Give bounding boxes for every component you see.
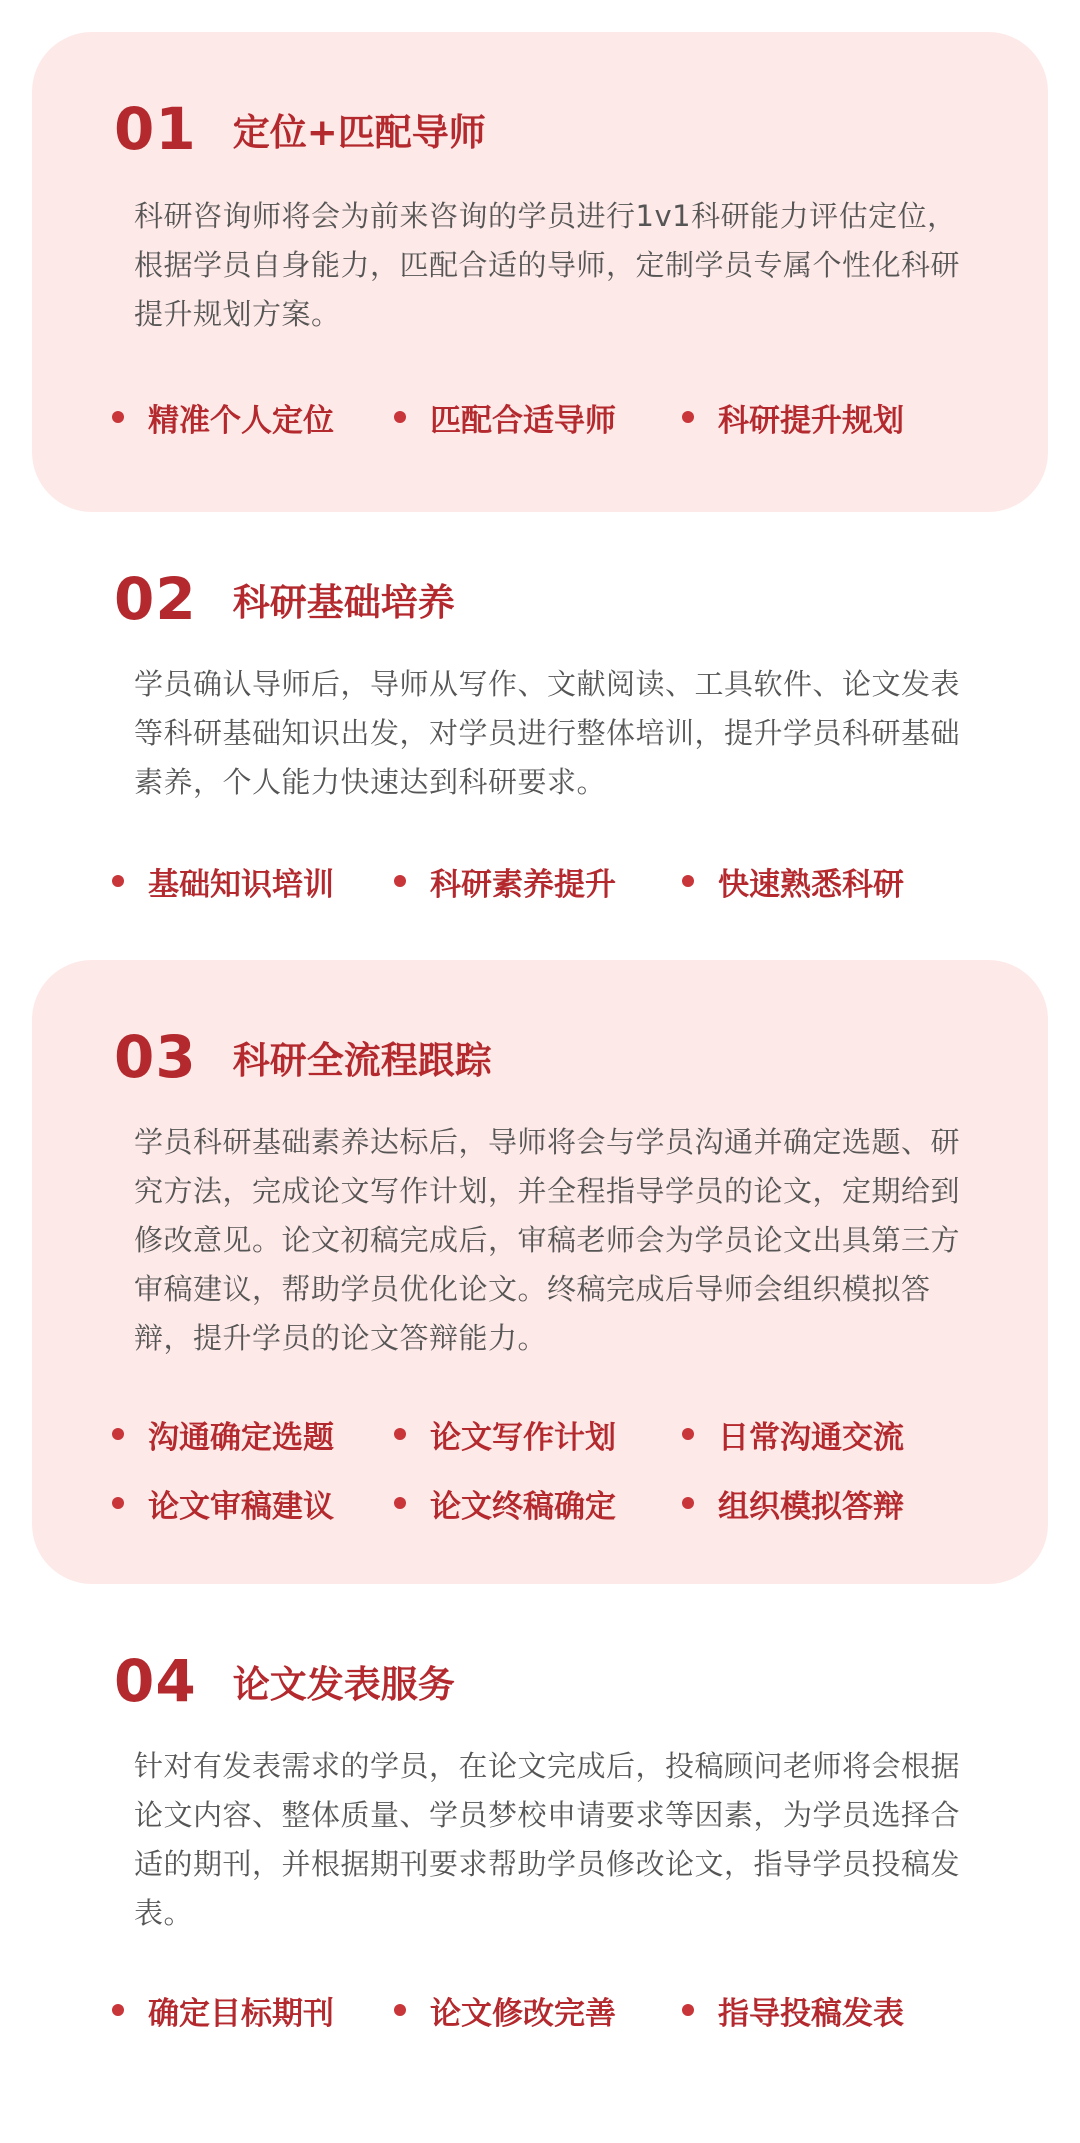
tag-item: 论文写作计划 xyxy=(394,1412,616,1457)
tag-item: 匹配合适导师 xyxy=(394,395,616,440)
bullet-icon xyxy=(682,411,694,423)
tag-item: 确定目标期刊 xyxy=(112,1988,334,2033)
section-title: 定位+匹配导师 xyxy=(232,110,486,154)
bullet-icon xyxy=(394,411,406,423)
section-title: 论文发表服务 xyxy=(232,1662,455,1706)
section-description: 科研咨询师将会为前来咨询的学员进行1v1科研能力评估定位，根据学员自身能力，匹配合适的导师，定制学员专属个性化科研提升规划方案。 xyxy=(134,199,961,331)
tag-row xyxy=(112,392,982,442)
tag-item: 科研提升规划 xyxy=(682,395,904,440)
section-04 xyxy=(32,1584,1048,2124)
tag-item: 论文终稿确定 xyxy=(394,1481,616,1526)
section-03 xyxy=(32,960,1048,1584)
bullet-icon xyxy=(682,1497,694,1509)
section-header xyxy=(114,94,486,164)
section-number: 03 xyxy=(114,1023,197,1091)
section-number: 02 xyxy=(114,565,197,633)
bullet-icon xyxy=(682,2004,694,2016)
bullet-icon xyxy=(394,1497,406,1509)
bullet-icon xyxy=(394,1428,406,1440)
tag-item: 组织模拟答辩 xyxy=(682,1481,904,1526)
tag-row xyxy=(112,1985,982,2035)
section-description: 针对有发表需求的学员，在论文完成后，投稿顾问老师将会根据论文内容、整体质量、学员梦校申请要求等因素，为学员选择合适的期刊，并根据期刊要求帮助学员修改论文，指导学员投稿发表。 xyxy=(134,1749,961,1930)
section-01 xyxy=(32,32,1048,512)
tag-item: 精准个人定位 xyxy=(112,395,334,440)
tag-item: 指导投稿发表 xyxy=(682,1988,904,2033)
section-02 xyxy=(32,512,1048,952)
section-number: 04 xyxy=(114,1647,197,1715)
bullet-icon xyxy=(112,2004,124,2016)
section-description: 学员确认导师后，导师从写作、文献阅读、工具软件、论文发表等科研基础知识出发，对学员进行整体培训，提升学员科研基础素养，个人能力快速达到科研要求。 xyxy=(134,667,961,799)
section-header xyxy=(114,564,455,634)
tag-item: 基础知识培训 xyxy=(112,859,334,904)
tag-item: 论文修改完善 xyxy=(394,1988,616,2033)
section-title: 科研全流程跟踪 xyxy=(232,1038,492,1082)
tag-item: 快速熟悉科研 xyxy=(682,859,904,904)
bullet-icon xyxy=(112,1428,124,1440)
section-title: 科研基础培养 xyxy=(232,580,455,624)
tag-row xyxy=(112,1478,982,1528)
tag-item: 日常沟通交流 xyxy=(682,1412,904,1457)
bullet-icon xyxy=(112,1497,124,1509)
bullet-icon xyxy=(682,875,694,887)
bullet-icon xyxy=(394,875,406,887)
bullet-icon xyxy=(682,1428,694,1440)
section-number: 01 xyxy=(114,95,197,163)
bullet-icon xyxy=(394,2004,406,2016)
bullet-icon xyxy=(112,875,124,887)
section-header xyxy=(114,1022,492,1092)
bullet-icon xyxy=(112,411,124,423)
section-description: 学员科研基础素养达标后，导师将会与学员沟通并确定选题、研究方法，完成论文写作计划，并全程指导学员的论文，定期给到修改意见。论文初稿完成后，审稿老师会为学员论文出具第三方审稿建议，帮助学员优化论文。终稿完成后导师会组织模拟答辩，提升学员的论文答辩能力。 xyxy=(134,1125,961,1355)
tag-item: 沟通确定选题 xyxy=(112,1412,334,1457)
tag-row xyxy=(112,1409,982,1459)
tag-item: 论文审稿建议 xyxy=(112,1481,334,1526)
tag-row xyxy=(112,856,982,906)
section-header xyxy=(114,1646,455,1716)
tag-item: 科研素养提升 xyxy=(394,859,616,904)
